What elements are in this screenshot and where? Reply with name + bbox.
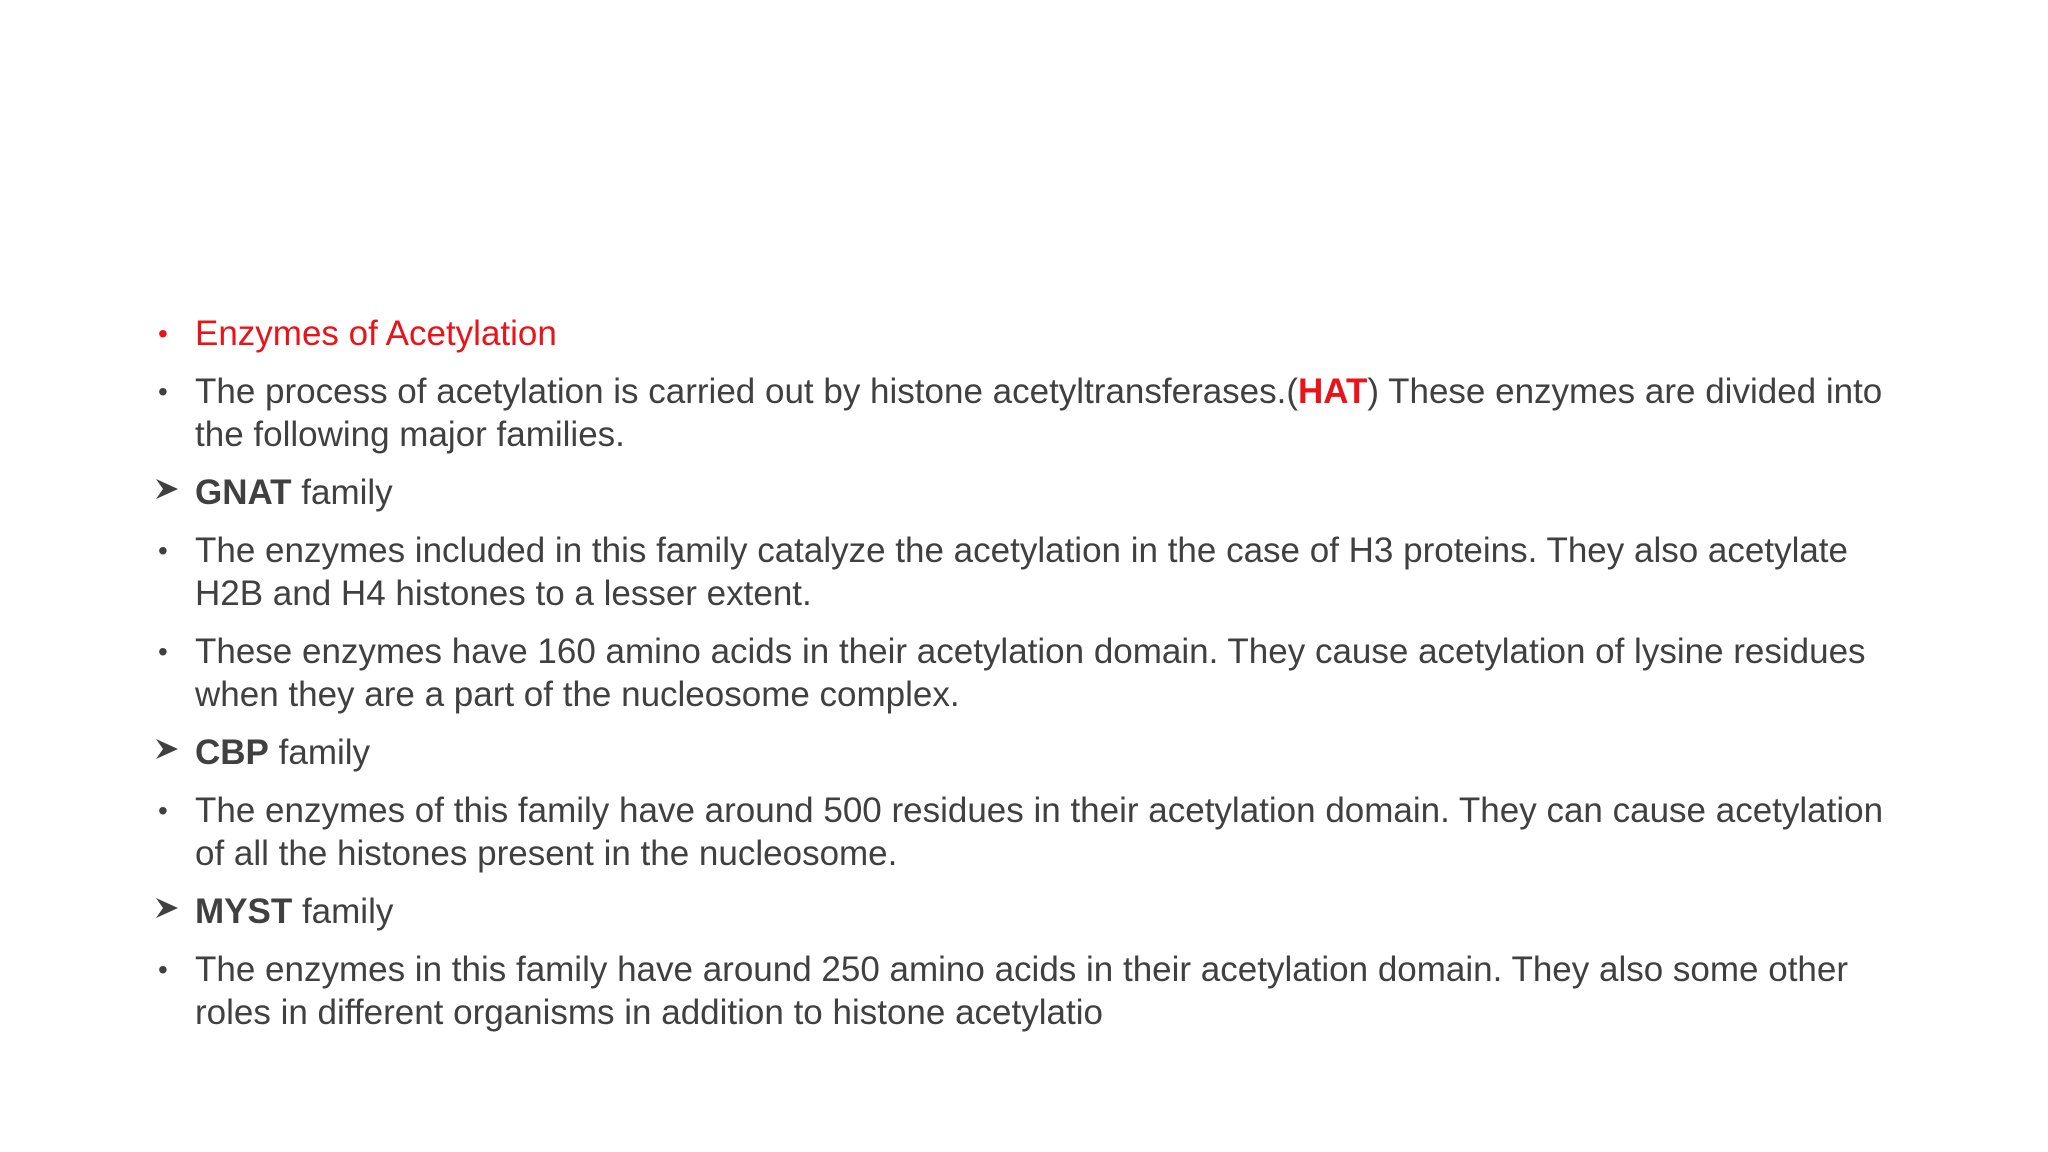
heading-text: Enzymes of Acetylation (195, 314, 557, 353)
list-item (150, 789, 1920, 875)
item-text: The enzymes in this family have around 250 amino acids in their acetylation domain. They also some other roles in different organisms in addition to histone acetylatio (195, 950, 1848, 1032)
item-text: The enzymes of this family have around 500 residues in their acetylation domain. They can cause acetylation of all the histones present in the nucleosome. (195, 791, 1884, 873)
list-item (150, 890, 1920, 933)
item-text: ) These enzymes are divided into the following major families. (195, 372, 1883, 454)
family-suffix: family (268, 733, 371, 772)
list-item (150, 370, 1920, 456)
family-name: MYST (195, 892, 293, 931)
bullet-icon: • (158, 318, 168, 349)
item-text: The process of acetylation is carried out by histone acetyltransferases.( (195, 372, 1299, 411)
family-suffix: family (292, 892, 394, 931)
list-item (150, 948, 1920, 1034)
item-text: The enzymes included in this family catalyze the acetylation in the case of H3 proteins. They also acetylate H2B and H4 histones to a lesser extent. (195, 531, 1848, 613)
list-item (150, 731, 1920, 774)
family-suffix: family (291, 473, 393, 512)
bullet-icon: • (158, 376, 168, 407)
family-name: GNAT (195, 473, 292, 512)
bullet-list (150, 312, 1920, 1049)
family-name: CBP (195, 733, 269, 772)
item-text: These enzymes have 160 amino acids in their acetylation domain. They cause acetylation of lysine residues when they are a part of the nucleosome complex. (195, 632, 1866, 714)
list-item (150, 312, 1920, 355)
bullet-icon: • (158, 535, 168, 566)
arrow-bullet-icon (154, 886, 184, 920)
arrow-bullet-icon (154, 467, 184, 501)
hat-highlight: HAT (1298, 372, 1368, 411)
list-item (150, 630, 1920, 716)
list-item (150, 471, 1920, 514)
bullet-icon: • (158, 954, 168, 985)
bullet-icon: • (158, 795, 168, 826)
bullet-icon: • (158, 636, 168, 667)
list-item (150, 529, 1920, 615)
arrow-bullet-icon (154, 727, 184, 761)
